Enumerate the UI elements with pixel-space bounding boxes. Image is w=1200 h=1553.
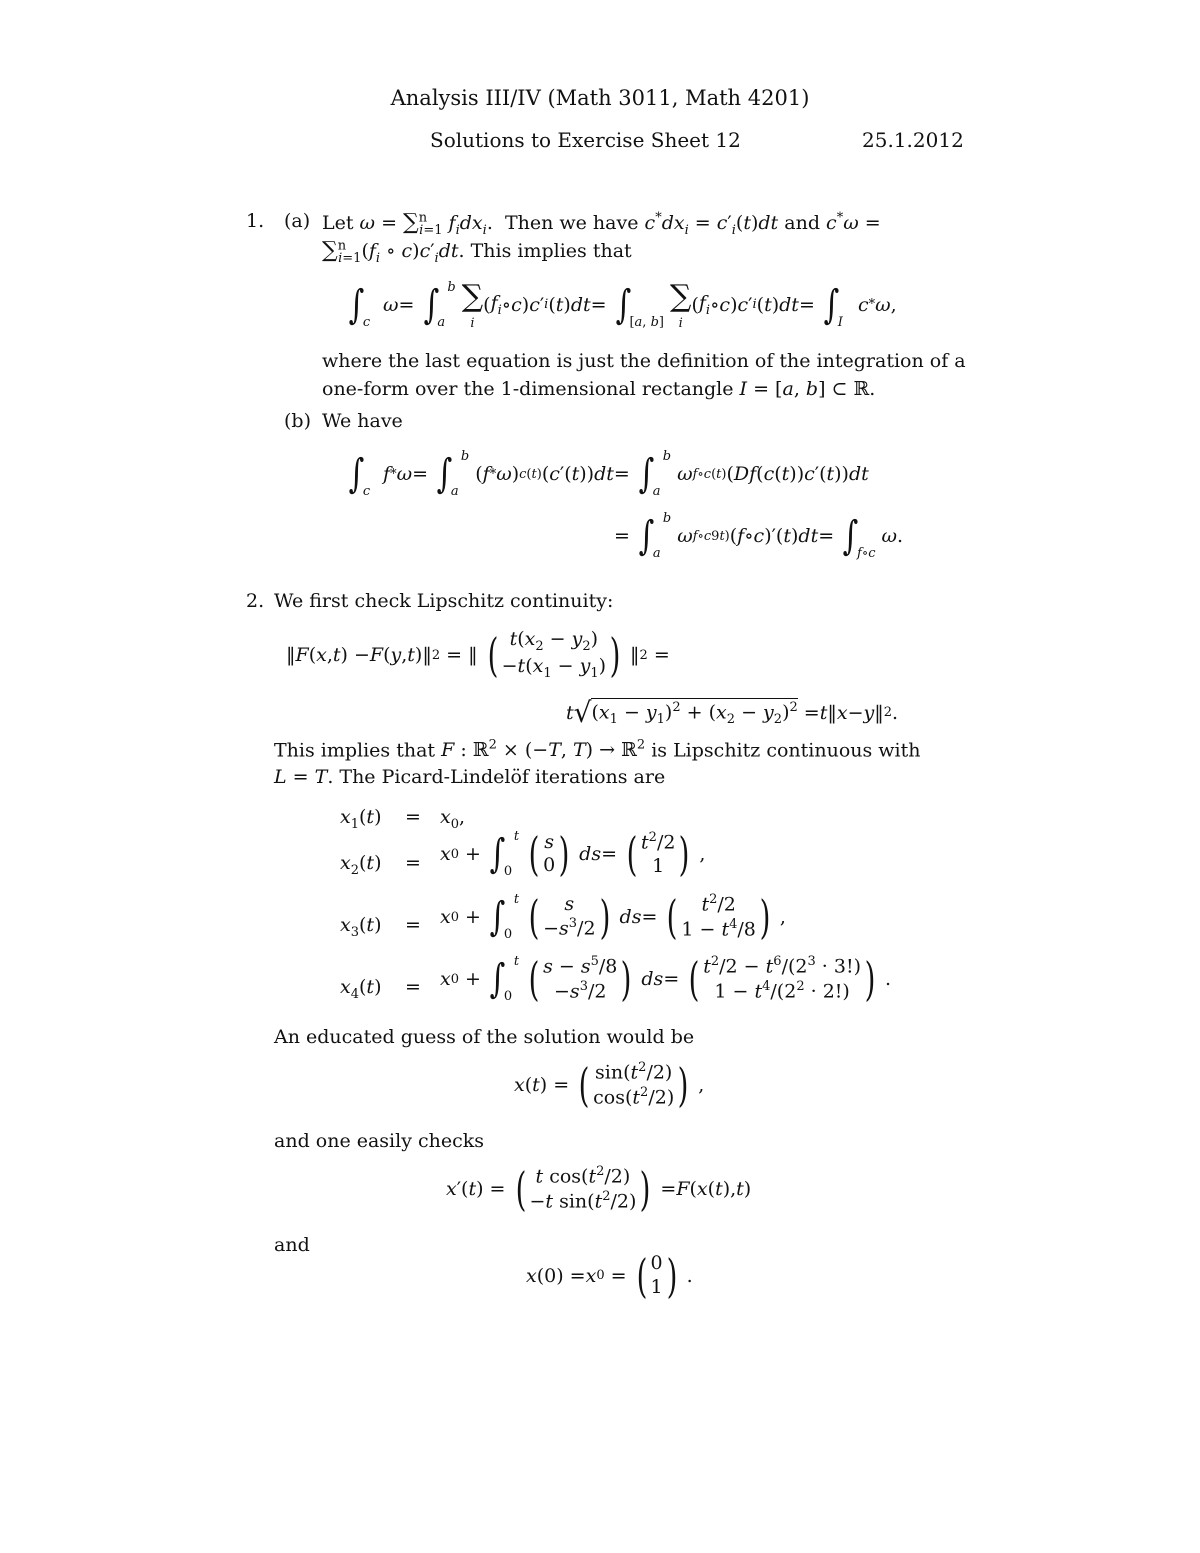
formula-L-equals-T: L = T [274, 766, 328, 788]
text-let: Let [322, 212, 354, 234]
problem-2-checks: and one easily checks [274, 1130, 485, 1152]
problem-1a-where-2 [322, 378, 875, 400]
text-implies-1b: is Lipschitz continuous with [651, 739, 921, 762]
iter-x2-rhs: x 0 + ∫ t 0 ( s 0 ) ds = ( $t^2/2$ 1 ) , [440, 827, 706, 882]
page-subtitle: Solutions to Exercise Sheet 12 [430, 128, 741, 152]
equation-1b-line2: = ∫ b a ω f∘c9t) ( f ∘ c )′( t ) dt = ∫ f∘c ω . [614, 511, 904, 561]
iter-x4-lhs: $x_4(t)$ [340, 976, 382, 1002]
problem-1-number: 1. [246, 210, 265, 232]
page-title: Analysis III/IV (Math 3011, Math 4201) [390, 86, 810, 110]
iter-x4-eq: = [405, 976, 421, 998]
problem-2-guess: An educated guess of the solution would be [274, 1026, 695, 1048]
problem-2-number: 2. [246, 590, 265, 612]
iter-x3-lhs: $x_3(t)$ [340, 914, 382, 940]
page-date: 25.1.2012 [862, 128, 964, 152]
problem-1a-line1 [322, 210, 881, 238]
problem-1b-label: (b) [284, 410, 311, 432]
iter-x2-lhs: $x_2(t)$ [340, 852, 382, 878]
iter-x2-eq: = [405, 852, 421, 874]
text-picard: . The Picard-Lindelöf iterations are [327, 766, 666, 788]
equation-initial: x (0) = x 0 = ( 0 1 ) . [526, 1248, 693, 1303]
problem-1a-label: (a) [284, 210, 311, 232]
iter-x4-rhs: x 0 + ∫ t 0 ( $s - s^5/8$ $-s^3/2$ ) ds = ( $t^2/2 - t^6/(2^3 \cdot 3!)$ $1 - t^4/(2^2 \cdot 2!)$ ) . [440, 952, 892, 1007]
iter-x1-lhs: $x_1(t)$ [340, 806, 382, 832]
text-then: Then we have [504, 212, 639, 234]
problem-2-and: and [274, 1234, 310, 1256]
formula-sum-pullback: $\sum^n_{i=1}(f_i$ ∘ $c)c'_idt$. [322, 238, 465, 266]
problem-2-implies-1 [274, 738, 921, 761]
problem-1a-where-1: where the last equation is just the definition of the integration of a [322, 350, 966, 372]
formula-pullback-dx: $c^*dx_i = c'_i(t)dt$ [644, 210, 779, 238]
text-implies: This implies that [470, 240, 632, 262]
text-and: and [784, 212, 820, 234]
problem-1a-line2 [322, 238, 632, 266]
iter-x3-rhs: x 0 + ∫ t 0 ( s $-s^3/2$ ) ds = ( $t^2/2$ $1 - t^4/8$ ) , [440, 890, 786, 945]
problem-2-implies-2 [274, 766, 665, 788]
equation-1a: ∫ c ω = ∫ b a ∑ i ( $f_i$ ∘ c ) c ′ i ( t ) dt = ∫ [a, b] ∑ i ( $f_i$ ∘ c ) c ′ i ( t ) dt = ∫ I c * ω , [348, 279, 897, 331]
formula-interval: I = [a, b] ⊂ ℝ. [739, 378, 876, 400]
problem-1b-text: We have [322, 410, 403, 432]
equation-lipschitz-line1: ‖ F ( x , t ) − F ( y , t )‖ 2 = ‖ ( $t(x_2 - y_2)$ $-t(x_1 - y_1)$ ) ‖ 2 = [286, 628, 670, 683]
equation-solution: x ( t ) = ( $\sin(t^2/2)$ $\cos(t^2/2)$ ) , [514, 1058, 705, 1113]
text-implies-1: This implies that [274, 739, 436, 762]
formula-F-map: F : ℝ$^2$ × (−T, T) → ℝ$^2$ [441, 738, 646, 762]
iter-x3-eq: = [405, 914, 421, 936]
formula-pullback-omega: c*ω = [826, 210, 881, 234]
iter-x1-rhs: $x_0$, [440, 806, 466, 832]
text-where-2: one-form over the 1-dimensional rectangle [322, 378, 734, 400]
iter-x1-eq: = [405, 806, 421, 828]
problem-2-intro: We first check Lipschitz continuity: [274, 590, 614, 612]
formula-omega-def: ω = ∑$^n_{i=1}$ $f_idx_i$. [359, 210, 499, 238]
equation-lipschitz-line2: t √ $(x_1 - y_1)^2 + (x_2 - y_2)^2$ = t ‖ x − y ‖ 2 . [566, 696, 899, 729]
equation-derivative: x ′( t ) = ( t $\cos(t^2/2)$ −t $\sin(t^2/2)$ ) = F ( x ( t ), t ) [446, 1162, 752, 1217]
equation-1b-line1: ∫ c f * ω = ∫ b a ( f * ω ) c(t) ( c ′( t )) dt = ∫ b a ω f∘c(t) ( Df ( c ( t )) c ′( t )) dt [348, 449, 869, 499]
